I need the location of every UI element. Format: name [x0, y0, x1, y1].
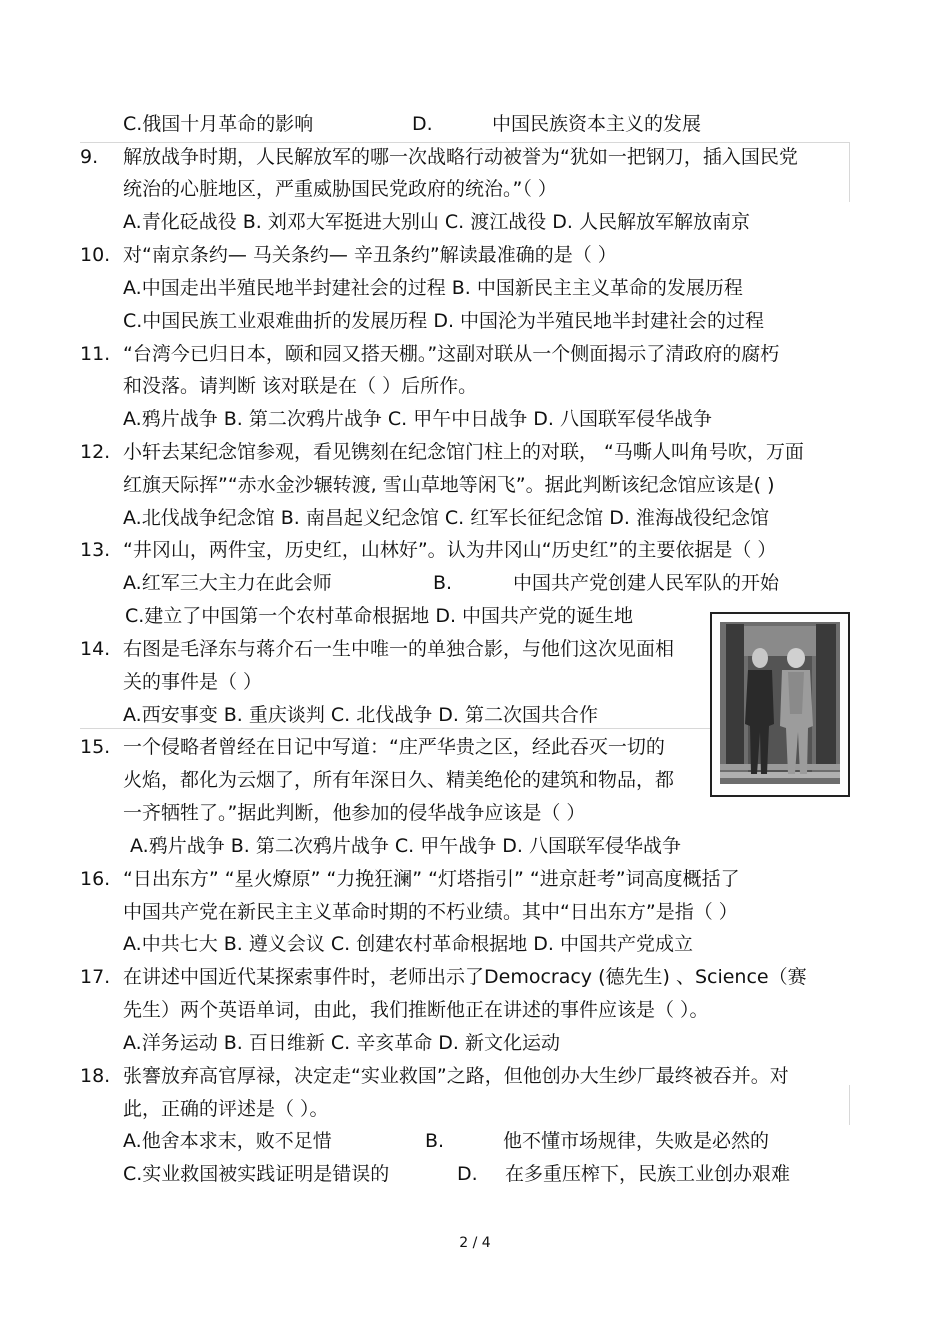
- question-option-a: A.他舍本求末，败不足惜: [123, 1130, 332, 1152]
- question-text: “日出东方” “星火燎原” “力挽狂澜” “灯塔指引” “进京赶考”词高度概括了: [123, 868, 740, 890]
- question-text: “井冈山，两件宝，历史红，山林好”。认为井冈山“历史红”的主要依据是（ ）: [123, 539, 777, 561]
- question-options: A.中国走出半殖民地半封建社会的过程 B. 中国新民主主义革命的发展历程: [123, 277, 743, 299]
- question-number: 16.: [80, 868, 111, 890]
- photo-image: [712, 614, 848, 795]
- question-text: “台湾今已归日本，颐和园又搭天棚。”这副对联从一个侧面揭示了清政府的腐朽: [123, 343, 780, 365]
- question-options: C.中国民族工业艰难曲折的发展历程 D. 中国沦为半殖民地半封建社会的过程: [123, 310, 765, 332]
- question-text: 关的事件是（ ）: [123, 671, 263, 693]
- question-text: 火焰，都化为云烟了，所有年深日久、精美绝伦的建筑和物品，都: [123, 769, 675, 791]
- q8-option-c: C.俄国十月革命的影响: [123, 113, 314, 135]
- question-text: 中国共产党在新民主主义革命时期的不朽业绩。其中“日出东方”是指（ ）: [123, 901, 738, 923]
- question-option-b-text: 他不懂市场规律，失败是必然的: [503, 1130, 770, 1152]
- page-number: 2 / 4: [459, 1235, 491, 1251]
- question-options: A.北伐战争纪念馆 B. 南昌起义纪念馆 C. 红军长征纪念馆 D. 淮海战役纪念馆: [123, 507, 769, 529]
- question-option-c: C.实业救国被实践证明是错误的: [123, 1163, 390, 1185]
- question-option-a: A.红军三大主力在此会师: [123, 572, 332, 594]
- question-options: A.青化砭战役 B. 刘邓大军挺进大别山 C. 渡江战役 D. 人民解放军解放南京: [123, 211, 750, 233]
- question-number: 10.: [80, 244, 111, 266]
- question-option-b-text: 中国共产党创建人民军队的开始: [513, 572, 780, 594]
- question-options: A.洋务运动 B. 百日维新 C. 辛亥革命 D. 新文化运动: [123, 1032, 560, 1054]
- question-text: 在讲述中国近代某探索事件时，老师出示了Democracy (德先生) 、Science（赛: [123, 966, 807, 988]
- question-options: A.鸦片战争 B. 第二次鸦片战争 C. 甲午战争 D. 八国联军侵华战争: [130, 835, 681, 857]
- question-number: 15.: [80, 736, 111, 758]
- q8-option-d-text: 中国民族资本主义的发展: [492, 113, 702, 135]
- question-text: 一个侵略者曾经在日记中写道：“庄严华贵之区，经此吞灭一切的: [123, 736, 665, 758]
- question-option-d-letter: D.: [457, 1163, 478, 1185]
- photo-two-men-standing-icon: [710, 612, 850, 797]
- question-text: 先生）两个英语单词，由此，我们推断他正在讲述的事件应该是（ ）。: [123, 999, 709, 1021]
- question-options: A.西安事变 B. 重庆谈判 C. 北伐战争 D. 第二次国共合作: [123, 704, 598, 726]
- question-options: A.鸦片战争 B. 第二次鸦片战争 C. 甲午中日战争 D. 八国联军侵华战争: [123, 408, 712, 430]
- question-text: 统治的心脏地区，严重威胁国民党政府的统治。”（ ）: [123, 178, 557, 200]
- question-number: 13.: [80, 539, 111, 561]
- question-number: 9.: [80, 146, 99, 168]
- question-number: 18.: [80, 1065, 111, 1087]
- q8-option-d-letter: D.: [412, 113, 433, 135]
- question-number: 17.: [80, 966, 111, 988]
- question-option-d-text: 在多重压榨下，民族工业创办艰难: [505, 1163, 791, 1185]
- question-number: 14.: [80, 638, 111, 660]
- table-rule: [849, 142, 850, 202]
- question-text: 张謇放弃高官厚禄，决定走“实业救国”之路，但他创办大生纱厂最终被吞并。对: [123, 1065, 789, 1087]
- question-options: A.中共七大 B. 遵义会议 C. 创建农村革命根据地 D. 中国共产党成立: [123, 933, 693, 955]
- question-text: 一齐牺牲了。”据此判断，他参加的侵华战争应该是（ ）: [123, 802, 586, 824]
- question-text: 小轩去某纪念馆参观，看见镌刻在纪念馆门柱上的对联， “马嘶人叫角号吹，万面: [123, 441, 804, 463]
- question-option-b-letter: B.: [425, 1130, 445, 1152]
- question-text: 对“南京条约— 马关条约— 辛丑条约”解读最准确的是（ ）: [123, 244, 617, 266]
- question-text: 右图是毛泽东与蒋介石一生中唯一的单独合影，与他们这次见面相: [123, 638, 675, 660]
- question-number: 12.: [80, 441, 111, 463]
- question-options: C.建立了中国第一个农村革命根据地 D. 中国共产党的诞生地: [125, 605, 634, 627]
- question-option-b-letter: B.: [433, 572, 453, 594]
- table-rule: [849, 1085, 850, 1125]
- question-text: 解放战争时期，人民解放军的哪一次战略行动被誉为“犹如一把钢刀，插入国民党: [123, 146, 798, 168]
- question-text: 此，正确的评述是（ ）。: [123, 1098, 329, 1120]
- question-text: 红旗天际挥”“赤水金沙辗转渡, 雪山草地等闲飞”。据此判断该纪念馆应该是( ): [123, 474, 775, 496]
- question-text: 和没落。请判断 该对联是在（ ）后所作。: [123, 375, 478, 397]
- question-number: 11.: [80, 343, 111, 365]
